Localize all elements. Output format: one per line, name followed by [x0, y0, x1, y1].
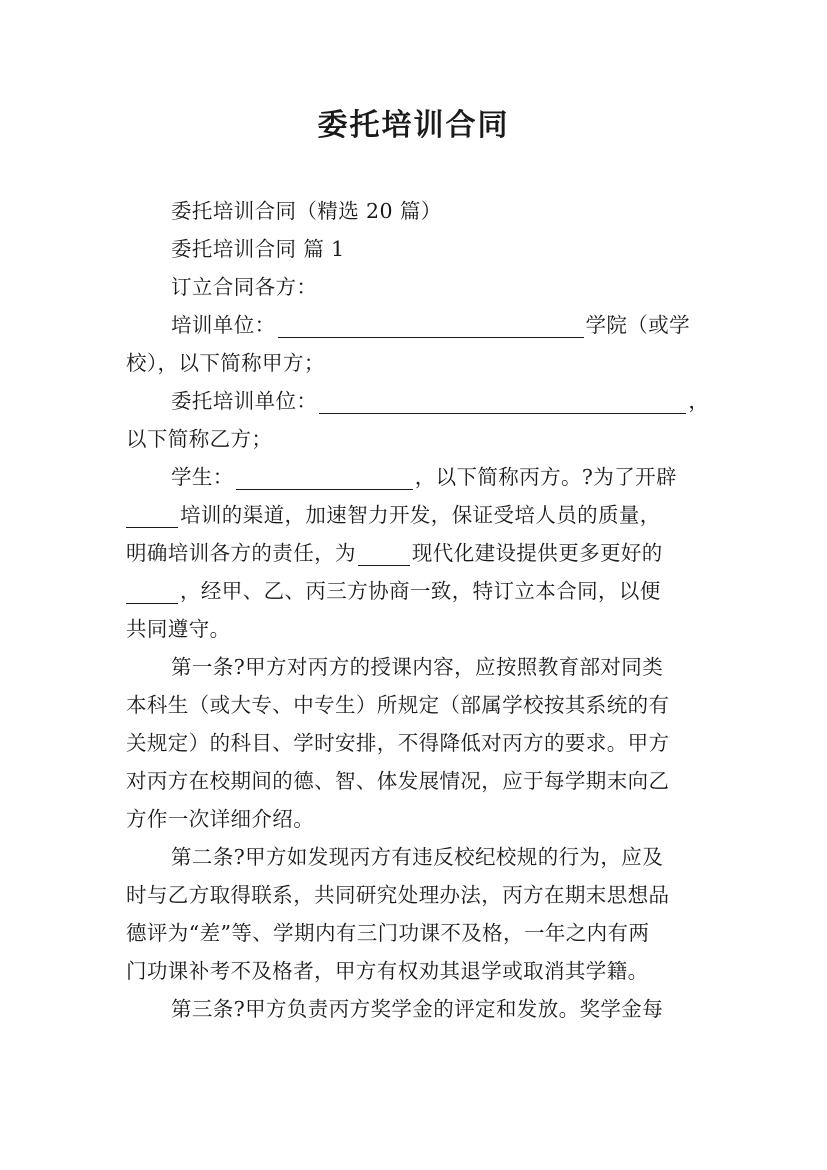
party-a-label: 培训单位： [171, 313, 276, 337]
party-c-text-3b: 现代化建设提供更多更好的 [411, 541, 663, 565]
article-3-line: 第三条?甲方负责丙方奖学金的评定和发放。奖学金每 [171, 997, 664, 1021]
party-c-line [126, 458, 704, 496]
party-c-blank-4 [126, 581, 178, 604]
party-c-blank-2 [126, 505, 178, 528]
party-a-line [126, 306, 704, 344]
article-2-line: 时与乙方取得联系，共同研究处理办法，丙方在期末思想品 [126, 883, 670, 907]
party-c-line-4 [126, 572, 704, 610]
party-c-line-5: 共同遵守。 [126, 617, 231, 641]
article-2-line: 门功课补考不及格者，甲方有权劝其退学或取消其学籍。 [126, 959, 649, 983]
party-c-line-2 [126, 496, 704, 534]
party-a-continuation: 校），以下简称甲方； [126, 351, 325, 375]
article-2-line: 第二条?甲方如发现丙方有违反校纪校规的行为，应及 [171, 845, 664, 869]
party-c-label: 学生： [171, 465, 234, 489]
party-b-continuation: 以下简称乙方； [126, 427, 273, 451]
document-body [126, 192, 710, 1028]
article-1-line: 第一条?甲方对丙方的授课内容，应按照教育部对同类 [171, 655, 664, 679]
parties-label: 订立合同各方： [171, 275, 318, 299]
section-heading: 委托培训合同 篇 1 [171, 237, 345, 261]
party-c-blank [236, 467, 413, 490]
party-c-text-2: 培训的渠道，加速智力开发，保证受培人员的质量， [180, 503, 661, 527]
party-a-suffix: 学院（或学 [585, 313, 690, 337]
article-1-line: 对丙方在校期间的德、智、体发展情况，应于每学期末向乙 [126, 769, 670, 793]
party-c-blank-3 [358, 543, 410, 566]
article-1-line: 本科生（或大专、中专生）所规定（部属学校按其系统的有 [126, 693, 670, 717]
party-a-blank [278, 315, 584, 338]
article-1-line: 方作一次详细介绍。 [126, 807, 315, 831]
party-b-suffix: ， [688, 389, 710, 413]
party-c-text-4: ，经甲、乙、丙三方协商一致，特订立本合同，以便 [180, 579, 661, 603]
article-2-line: 德评为“差”等、学期内有三门功课不及格，一年之内有两 [126, 921, 650, 945]
party-c-line-3 [126, 534, 704, 572]
party-b-line [126, 382, 710, 420]
document-title: 委托培训合同 [317, 108, 510, 143]
intro-line: 委托培训合同（精选 20 篇） [171, 199, 442, 223]
article-1-line: 关规定）的科目、学时安排，不得降低对丙方的要求。甲方 [126, 731, 670, 755]
party-b-label: 委托培训单位： [171, 389, 318, 413]
party-c-suffix: ，以下简称丙方。?为了开辟 [414, 465, 677, 489]
party-c-text-3a: 明确培训各方的责任，为 [126, 541, 356, 565]
party-b-blank [319, 391, 686, 414]
